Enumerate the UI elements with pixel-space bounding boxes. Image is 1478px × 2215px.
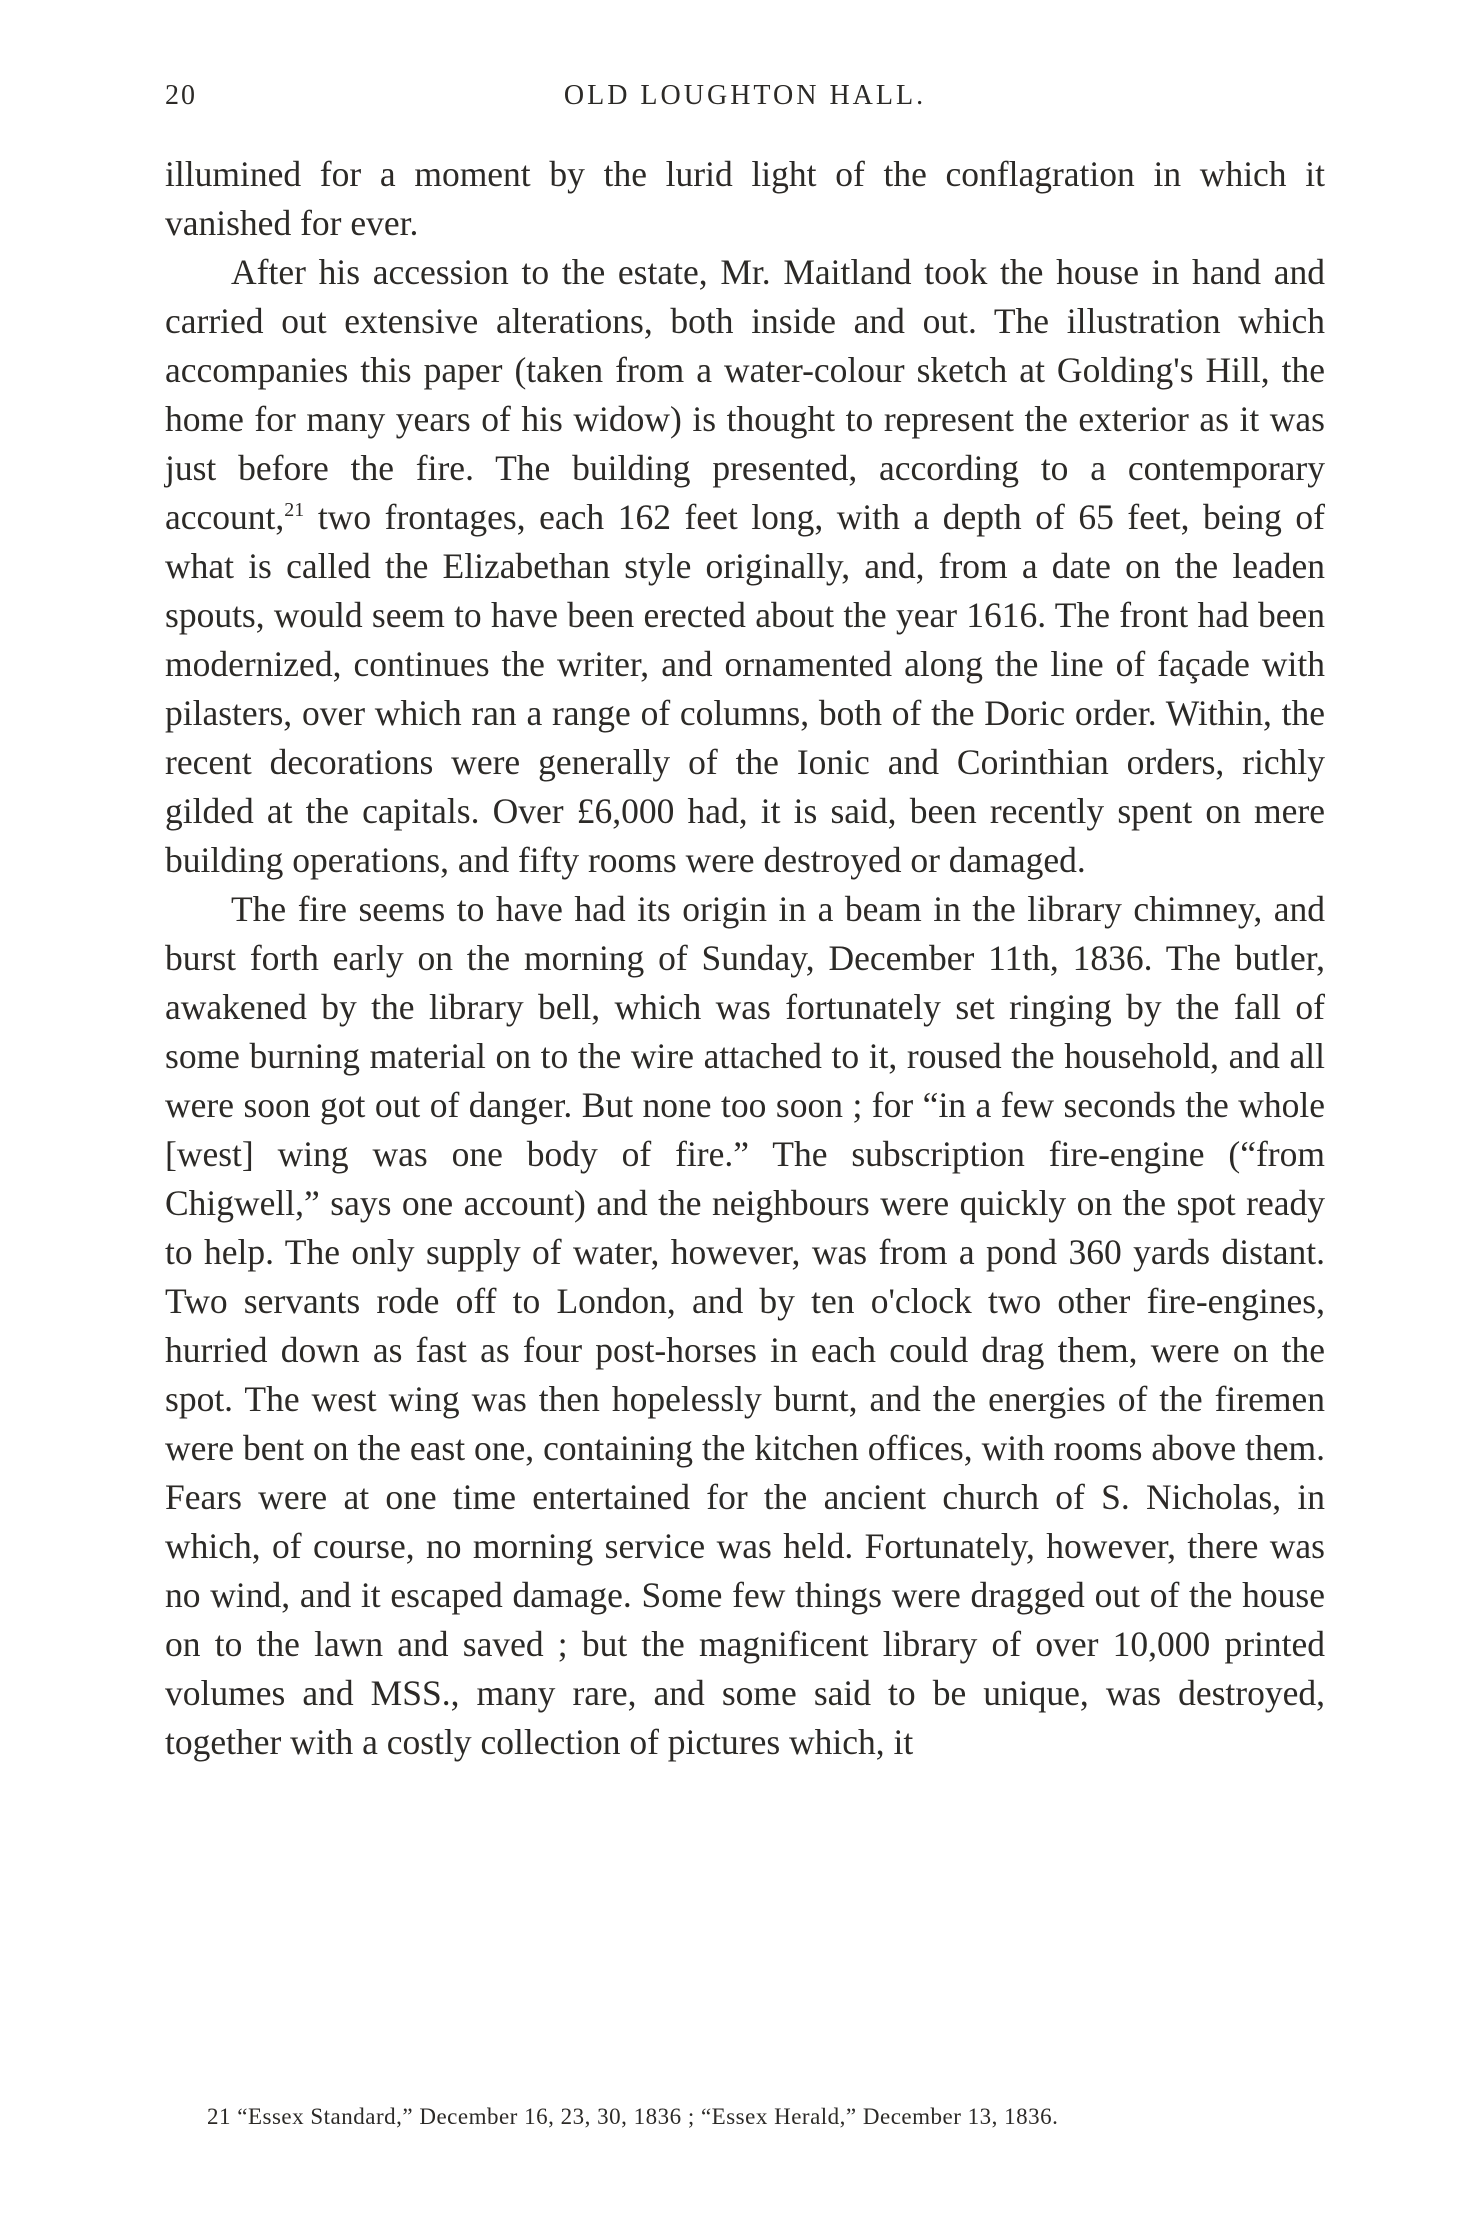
paragraph-2-text-end: two frontages, each 162 feet long, with a depth of 65 feet, being of what is called the Elizabethan style originally, and, from a date on the leaden spouts, would seem to have been erected about the year 1616. The front had been modernized, continues the writer, and ornamented along the line of façade with pilasters, over which ran a range of columns, both of the Doric order. Within, the recent decorations were generally of the Ionic and Corinthian orders, richly gilded at the capitals. Over £6,000 had, it is said, been recently spent on mere building operations, and fifty rooms were destroyed or damaged. — [165, 497, 1325, 880]
body-text — [165, 150, 1325, 1767]
running-title: OLD LOUGHTON HALL. — [563, 80, 927, 111]
paragraph-3: The fire seems to have had its origin in a beam in the library chimney, and burst forth early on the morning of Sunday, December 11th, 1836. The butler, awakened by the library bell, which was fortunately set ringing by the fall of some burning material on to the wire attached to it, roused the household, and all were soon got out of danger. But none too soon ; for “in a few seconds the whole [west] wing was one body of fire.” The subscription fire-engine (“from Chigwell,” says one account) and the neighbours were quickly on the spot ready to help. The only supply of water, however, was from a pond 360 yards distant. Two servants rode off to London, and by ten o'clock two other fire-engines, hurried down as fast as four post-horses in each could drag them, were on the spot. The west wing was then hopelessly burnt, and the energies of the firemen were bent on the east one, containing the kitchen offices, with rooms above them. Fears were at one time entertained for the ancient church of S. Nicholas, in which, of course, no morning service was held. Fortunately, however, there was no wind, and it escaped damage. Some few things were dragged out of the house on to the lawn and saved ; but the magnificent library of over 10,000 printed volumes and MSS., many rare, and some said to be unique, was destroyed, together with a costly collection of pictures which, it — [165, 889, 1325, 1762]
running-head — [165, 80, 1325, 120]
paragraph-2-text-start: After his accession to the estate, Mr. Maitland took the house in hand and carried out extensive alterations, both inside and out. The illustration which accompanies this paper (taken from a water-colour sketch at Golding's Hill, the home for many years of his widow) is thought to represent the exterior as it was just before the fire. The building presented, according to a contemporary account, — [165, 252, 1325, 537]
footnote: 21 “Essex Standard,” December 16, 23, 30, 1836 ; “Essex Herald,” December 13, 1836. — [207, 2104, 1059, 2129]
page-number: 20 — [165, 80, 197, 111]
footnote-reference-21: 21 — [284, 499, 305, 522]
paragraph-1: illumined for a moment by the lurid light of the conflagration in which it vanished for ever. — [165, 154, 1325, 243]
paragraph-2 — [165, 248, 1325, 885]
